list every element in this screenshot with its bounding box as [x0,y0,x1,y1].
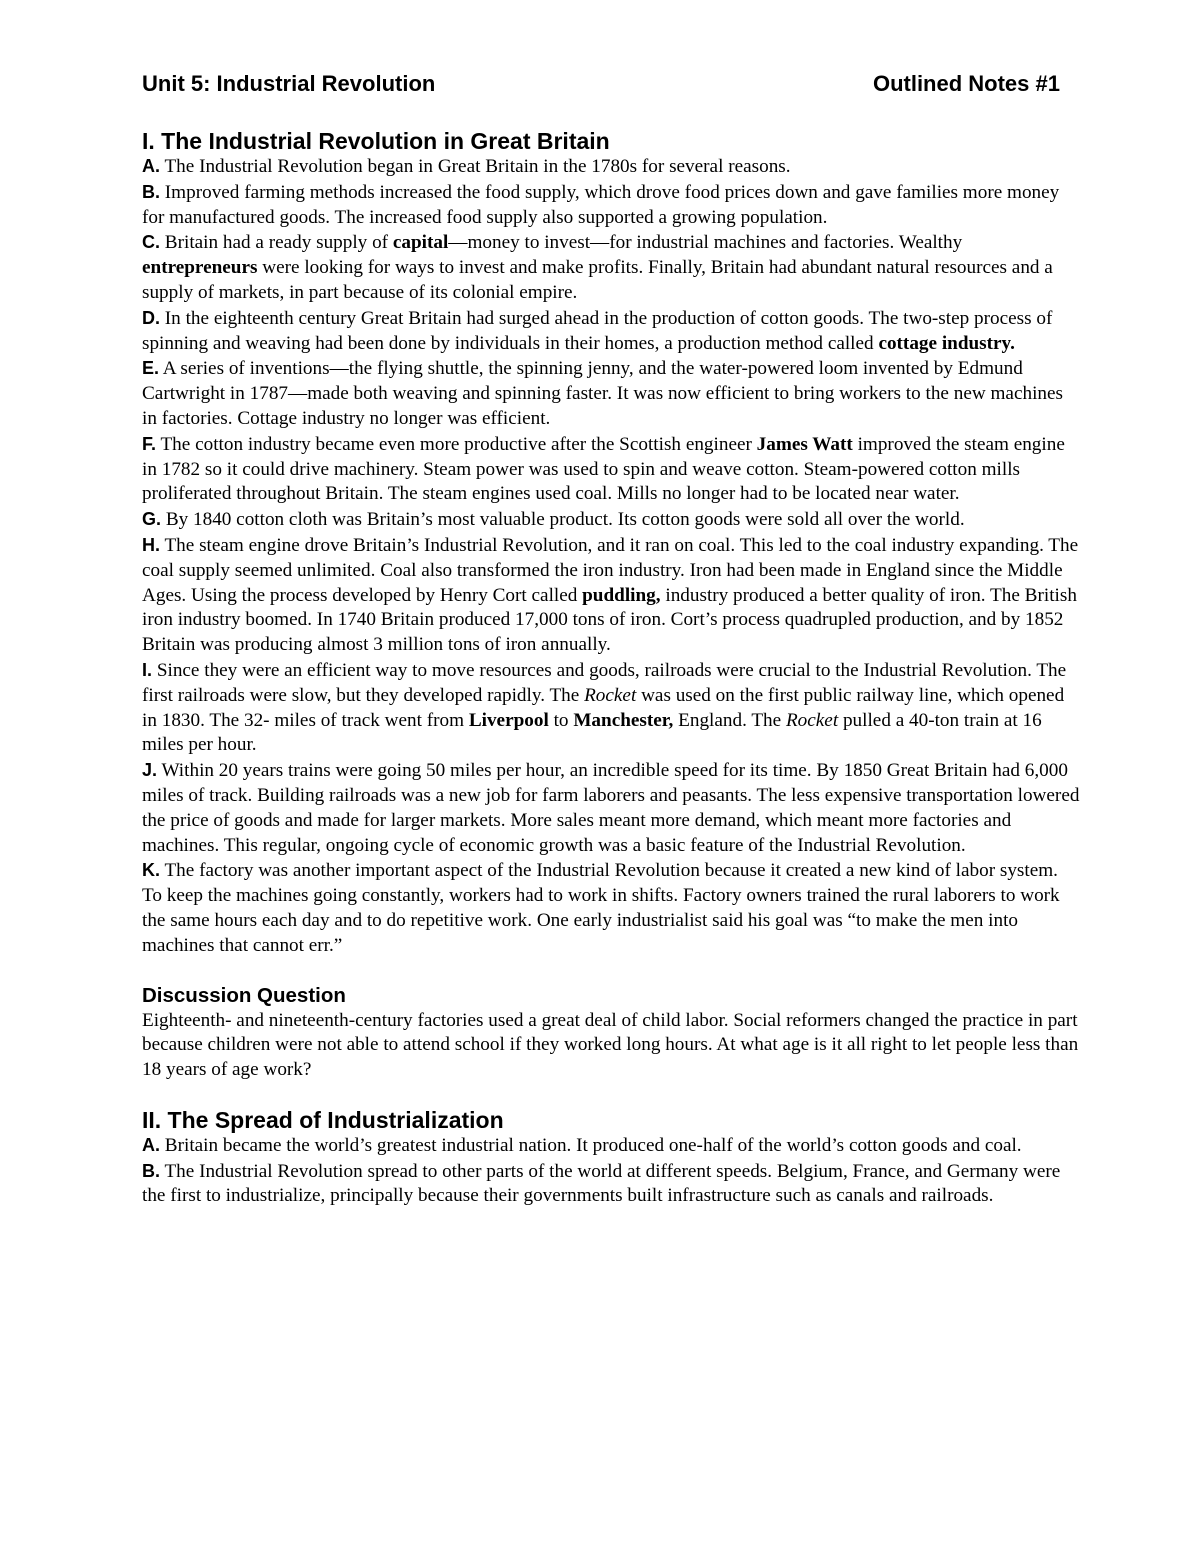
point-2b: B. The Industrial Revolution spread to other parts of the world at different speeds. Belgium, France, and Germany were the first to industrialize, principally because their governments built infrastructure such as canals and railroads. [142,1160,1061,1207]
notes-label: Outlined Notes #1 [872,71,1060,96]
section-2-heading: II. The Spread of Industrialization [142,1106,504,1133]
term-puddling: puddling, [582,584,661,606]
term-rocket: Rocket [584,684,637,706]
point-1b: B. Improved farming methods increased the food supply, which drove food prices down and gave families more money for manufactured goods. The increased food supply also supported a growing population. [142,181,1060,228]
term-rocket-2: Rocket [785,709,839,731]
point-1c: C. Britain had a ready supply of capital—money to invest—for industrial machines and factories. Wealthy entrepreneurs were looking for ways to invest and make profits. Finally, Britain had abundant natural resources and a supply of markets, in part because of its colonial empire. [142,232,1053,303]
term-james-watt: James Watt [756,433,853,455]
document-page [142,70,1080,1209]
term-entrepreneurs: entrepreneurs [142,257,258,279]
discussion-text: Eighteenth- and nineteenth-century factories used a great deal of child labor. Social reformers changed the practice in part because children were not able to attend school if they worked long hours. At what age is it all right to let people less than 18 years of age work? [142,1009,1079,1081]
term-cottage-industry: cottage industry. [878,332,1015,354]
point-1d: D. In the eighteenth century Great Britain had surged ahead in the production of cotton goods. The two-step process of spinning and weaving had been done by individuals in their homes, a production method called cottage industry. [142,307,1053,354]
point-1j: J. Within 20 years trains were going 50 miles per hour, an incredible speed for its time. By 1850 Great Britain had 6,000 miles of track. Building railroads was a new job for farm laborers and peasants. The less expensive transportation lowered the price of goods and made for larger markets. More sales meant more demand, which meant more factories and machines. This regular, ongoing cycle of economic growth was a basic feature of the Industrial Revolution. [142,760,1080,856]
point-1f: F. The cotton industry became even more productive after the Scottish engineer James Watt improved the steam engine in 1782 so it could drive machinery. Steam power was used to spin and weave cotton. Steam-powered cotton mills proliferated throughout Britain. The steam engines used coal. Mills no longer had to be located near water. [142,433,1065,505]
term-liverpool: Liverpool [468,709,549,731]
point-2a: A. Britain became the world’s greatest industrial nation. It produced one-half of the world’s cotton goods and coal. [142,1134,1022,1156]
unit-title: Unit 5: Industrial Revolution [142,71,436,96]
point-1k: K. The factory was another important aspect of the Industrial Revolution because it created a new kind of labor system. To keep the machines going constantly, workers had to work in shifts. Factory owners trained the rural laborers to work the same hours each day and to do repetitive work. One early industrialist said his goal was “to make the men into machines that cannot err.” [142,860,1060,956]
discussion-heading: Discussion Question [142,983,346,1007]
point-1i: I. Since they were an efficient way to move resources and goods, railroads were crucial to the Industrial Revolution. The first railroads were slow, but they developed rapidly. The Rocket was used on the first public railway line, which opened in 1830. The 32- miles of track went from Liverpool to Manchester, England. The Rocket pulled a 40-ton train at 16 miles per hour. [142,659,1067,756]
page-header [142,70,1080,98]
point-1e: E. A series of inventions—the flying shuttle, the spinning jenny, and the water-powered loom invented by Edmund Cartwright in 1787—made both weaving and spinning faster. It was now efficient to bring workers to the new machines in factories. Cottage industry no longer was efficient. [142,358,1063,429]
point-1g: G. By 1840 cotton cloth was Britain’s most valuable product. Its cotton goods were sold all over the world. [142,509,965,531]
point-1a: A. The Industrial Revolution began in Great Britain in the 1780s for several reasons. [142,156,791,177]
point-1h: H. The steam engine drove Britain’s Industrial Revolution, and it ran on coal. This led to the coal industry expanding. The coal supply seemed unlimited. Coal also transformed the iron industry. Iron had been made in England since the Middle Ages. Using the process developed by Henry Cort called puddling, industry produced a better quality of iron. The British iron industry boomed. In 1740 Britain produced 17,000 tons of iron. Cort’s process quadrupled production, and by 1852 Britain was producing almost 3 million tons of iron annually. [142,534,1079,656]
term-manchester: Manchester, [573,709,674,731]
term-capital: capital [392,232,449,254]
section-1-heading: I. The Industrial Revolution in Great Britain [142,128,610,154]
